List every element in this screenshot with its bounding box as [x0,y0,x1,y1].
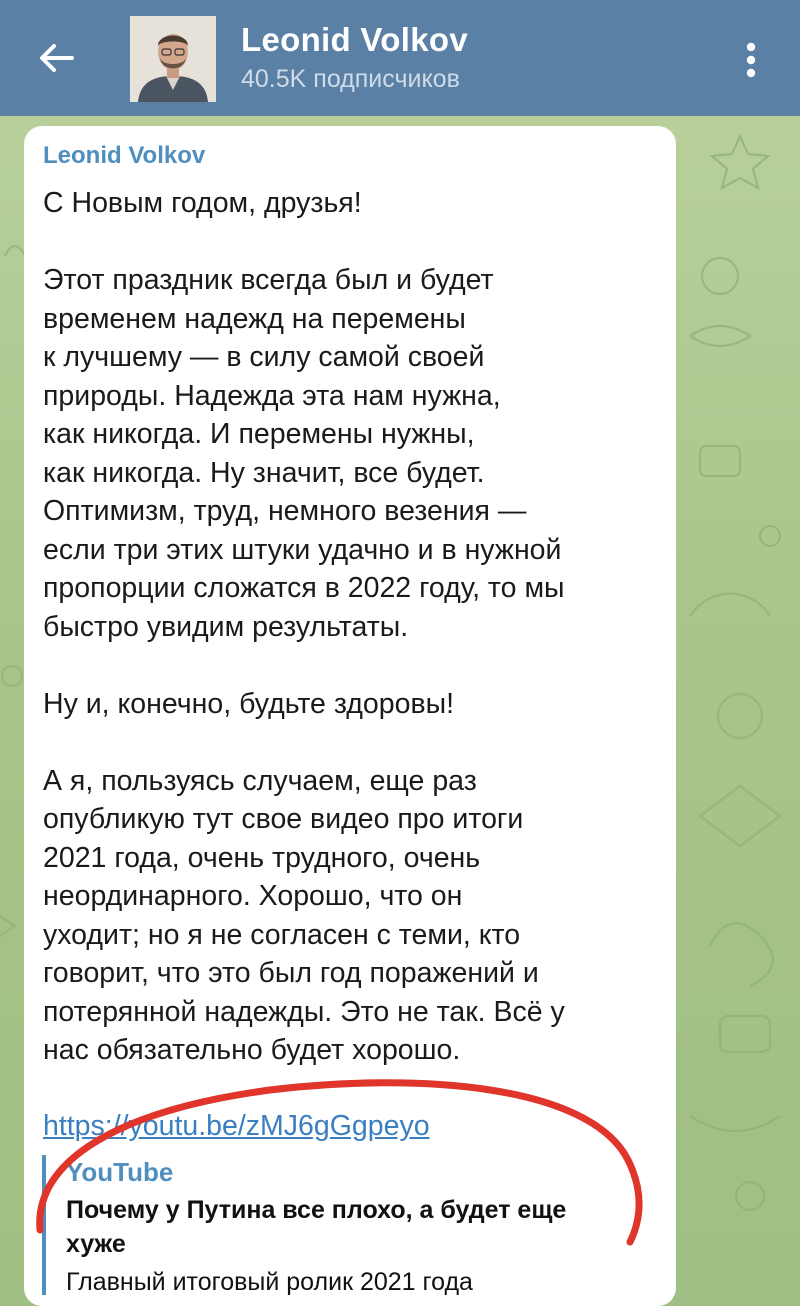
channel-header [0,0,800,116]
avatar[interactable] [130,16,216,102]
message-author[interactable]: Leonid Volkov [43,142,206,169]
avatar-image [130,16,216,102]
channel-name: Leonid Volkov [241,21,468,58]
more-vertical-icon [746,42,756,78]
title-block[interactable] [241,20,468,96]
preview-site-name: YouTube [66,1157,174,1187]
menu-button[interactable] [734,38,768,82]
link-preview[interactable] [42,1155,662,1295]
preview-description: Главный итоговый ролик 2021 года [66,1268,473,1296]
arrow-left-icon [38,42,74,74]
subscriber-count: 40.5K подписчиков [241,65,460,93]
back-button[interactable] [34,36,78,80]
message-text: С Новым годом, друзья! Этот праздник всегда был и будет временем надежд на перемены к лучшему — в силу самой своей природы. Надежда эта нам нужна, как никогда. И перемены нужны, как никогда. Ну значит, все будет. Оптимизм, труд, немного везения — если три этих штуки удачно и в нужной пропорции сложатся в 2022 году, то мы быстро увидим результаты. Ну и, конечно, будьте здоровы! А я, пользуясь случаем, еще раз опубликую тут свое видео про итоги 2021 года, очень трудного, очень неординарного. Хорошо, что он уходит; но я не согласен с теми, кто говорит, что это был год поражений и потерянной надежды. Это не так. Всё у нас обязательно будет хорошо. [43,187,565,1066]
youtube-link[interactable]: https://youtu.be/zMJ6gGgpeyo [43,1110,430,1142]
preview-title: Почему у Путина все плохо, а будет еще хуже [66,1196,567,1258]
